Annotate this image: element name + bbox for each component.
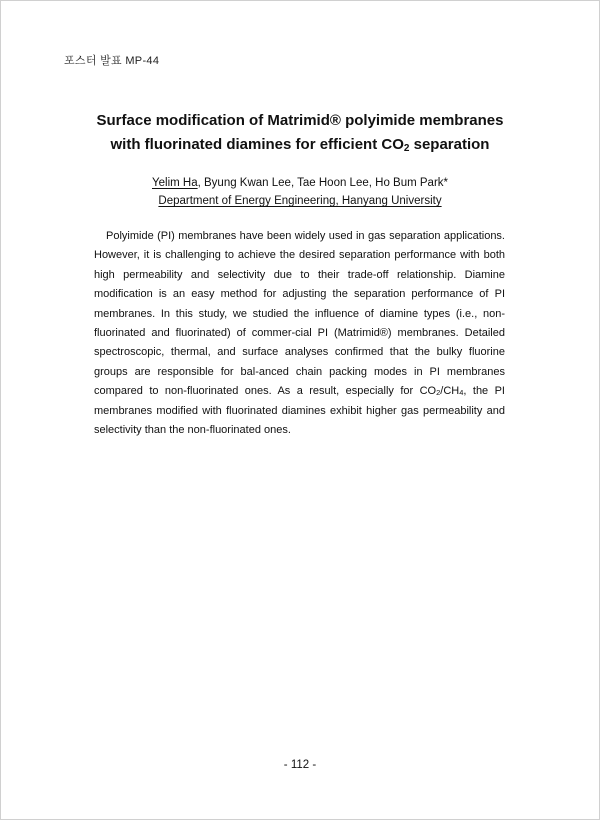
title-line-2: with fluorinated diamines for efficient $CO_2$ separation	[110, 136, 490, 154]
title-line-1: Surface modification of Matrimid® polyimide membranes	[96, 112, 504, 129]
affiliation: Department of Energy Engineering, Hanyang University	[158, 195, 442, 207]
page-number: - 112 -	[283, 759, 317, 771]
abstract-body	[94, 227, 505, 440]
paper-title	[40, 109, 560, 157]
author-list	[40, 174, 560, 192]
session-label: 포스터 발표 MP-44	[64, 55, 160, 67]
co-authors: , Byung Kwan Lee, Tae Hoon Lee, Ho Bum Park*	[197, 177, 448, 189]
presenting-author: Yelim Ha	[152, 177, 198, 189]
author-block	[40, 174, 560, 210]
abstract-paragraph: Polyimide (PI) membranes have been widely used in gas separation applications. However, it is challenging to achieve the desired separation performance with both high permeability and selectivity due to their trade-off relationship. Diamine modification is an easy method for adjusting the separation performance of PI membranes. In this study, we studied the influence of diamine types (i.e., non-fluorinated and fluorinated) of commer-cial PI (Matrimid®) membranes. Detailed spectroscopic, thermal, and surface analyses confirmed that the bulky fluorine groups are responsible for bal-anced chain packing modes in PI membranes compared to non-fluorinated ones. As a result, especially for $CO_2/CH_4$, the PI membranes modified with fluorinated diamines exhibit higher gas permeability and selectivity than the non-fluorinated ones.	[94, 230, 505, 437]
